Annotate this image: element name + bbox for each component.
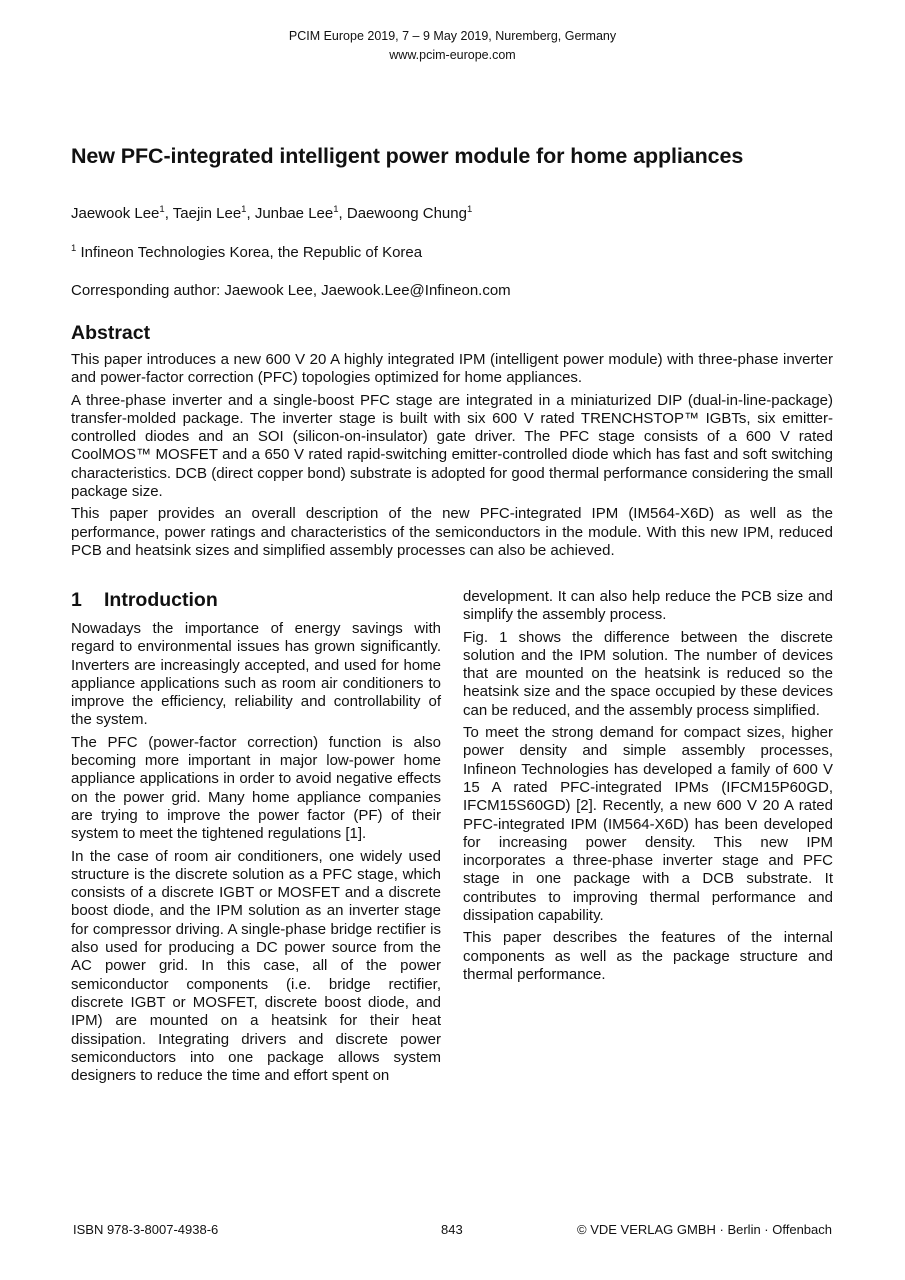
abstract-paragraph: This paper provides an overall description of the new PFC-integrated IPM (IM564-X6D) as well as the performance, power ratings and characteristics of the semiconductors in the module. With this new IPM, reduced PCB and heatsink sizes and simplified assembly processes can also be achieved.: [71, 505, 833, 559]
corresponding-author: Corresponding author: Jaewook Lee, Jaewook.Lee@Infineon.com: [71, 282, 511, 299]
author-name: Junbae Lee: [254, 205, 334, 222]
footer-isbn: ISBN 978-3-8007-4938-6: [73, 1222, 219, 1237]
body-paragraph: The PFC (power-factor correction) function is also becoming more important in major low-power home appliance applications in order to avoid negative effects on the power grid. Many home appliance companies are trying to improve the power factor (PF) of their system to meet the tightened regulations [1].: [71, 733, 441, 843]
author-affiliation-mark: 1: [241, 204, 247, 215]
author-list: Jaewook Lee$^1$, Taejin Lee$^1$, Junbae Lee$^1$, Daewoong Chung$^1$: [71, 204, 473, 222]
body-paragraph: Fig. 1 shows the difference between the discrete solution and the IPM solution. The number of devices that are mounted on the heatsink is reduced so the heatsink size and the space occupied by these devices can be reduced, and the assembly process simplified.: [463, 628, 833, 719]
abstract-paragraph: A three-phase inverter and a single-boost PFC stage are integrated in a miniaturized DIP (dual-in-line-package) transfer-molded package. The inverter stage is built with six 600 V rated TRENCHSTOP™ IGBTs, six emitter-controlled diodes and an SOI (silicon-on-insulator) gate driver. The PFC stage consists of a 600 V rated CoolMOS™ MOSFET and a 650 V rated rapid-switching emitter-controlled diode which has fast and soft switching characteristics. DCB (direct copper bond) substrate is adopted for good thermal performance considering the small package size.: [71, 391, 833, 501]
body-paragraph: This paper describes the features of the internal components as well as the package structure and thermal performance.: [463, 929, 833, 983]
conference-name: PCIM Europe 2019, 7 – 9 May 2019, Nuremberg, Germany: [288, 29, 617, 43]
body-paragraph: In the case of room air conditioners, one widely used structure is the discrete solution as a PFC stage, which consists of a discrete IGBT or MOSFET and a discrete boost diode, and the IPM solution as an inverter stage for compressor driving. A single-phase bridge rectifier is also used for producing a DC power source from the AC power grid. In this case, all of the power semiconductor components (i.e. bridge rectifier, discrete IGBT or MOSFET, discrete boost diode, and IPM) are mounted on a heatsink for their heat dissipation. Integrating drivers and discrete power semiconductors into one package allows system designers to reduce the time and effort spent on: [71, 847, 441, 1085]
page-number: 843: [441, 1222, 463, 1237]
affiliation-mark: 1: [71, 243, 77, 254]
paper-title: New PFC-integrated intelligent power module for home appliances: [71, 144, 744, 168]
footer-publisher: © VDE VERLAG GMBH · Berlin · Offenbach: [577, 1222, 832, 1237]
abstract-heading: Abstract: [71, 322, 151, 344]
author-name: Daewoong Chung: [346, 205, 467, 222]
abstract-body: [71, 351, 833, 564]
section-heading: [71, 588, 441, 612]
body-paragraph: development. It can also help reduce the PCB size and simplify the assembly process.: [463, 588, 833, 624]
affiliation-text: Infineon Technologies Korea, the Republic of Korea: [80, 244, 423, 261]
author-name: Taejin Lee: [172, 205, 242, 222]
author-affiliation-mark: 1: [159, 204, 165, 215]
conference-website: www.pcim-europe.com: [389, 48, 516, 62]
conference-header: [0, 27, 905, 65]
abstract-paragraph: This paper introduces a new 600 V 20 A highly integrated IPM (intelligent power module) with three-phase inverter and power-factor correction (PFC) topologies optimized for home appliances.: [71, 351, 833, 387]
author-affiliation-mark: 1: [333, 204, 339, 215]
body-paragraph: To meet the strong demand for compact sizes, higher power density and simple assembly processes, Infineon Technologies has developed a family of 600 V 15 A rated PFC-integrated IPMs (IFCM15P60GD, IFCM15S60GD) [2]. Recently, a new 600 V 20 A rated PFC-integrated IPM (IM564-X6D) has been developed for increasing power density. This new IPM incorporates a three-phase inverter stage and PFC stage in one package with a DCB substrate. It contributes to improving thermal performance and dissipation capability.: [463, 724, 833, 925]
right-column: [463, 588, 833, 988]
author-affiliation-mark: 1: [466, 204, 473, 215]
body-paragraph: Nowadays the importance of energy savings with regard to environmental issues has grown significantly. Inverters are increasingly accepted, and used for home appliance applications such as room air conditioners to improve the efficiency, reliability and controllability of the system.: [71, 620, 441, 729]
left-column: [71, 588, 441, 1089]
section-title: Introduction: [104, 589, 218, 611]
affiliation: [71, 243, 422, 261]
section-number: 1: [71, 589, 82, 611]
author-name: Jaewook Lee: [71, 205, 160, 222]
